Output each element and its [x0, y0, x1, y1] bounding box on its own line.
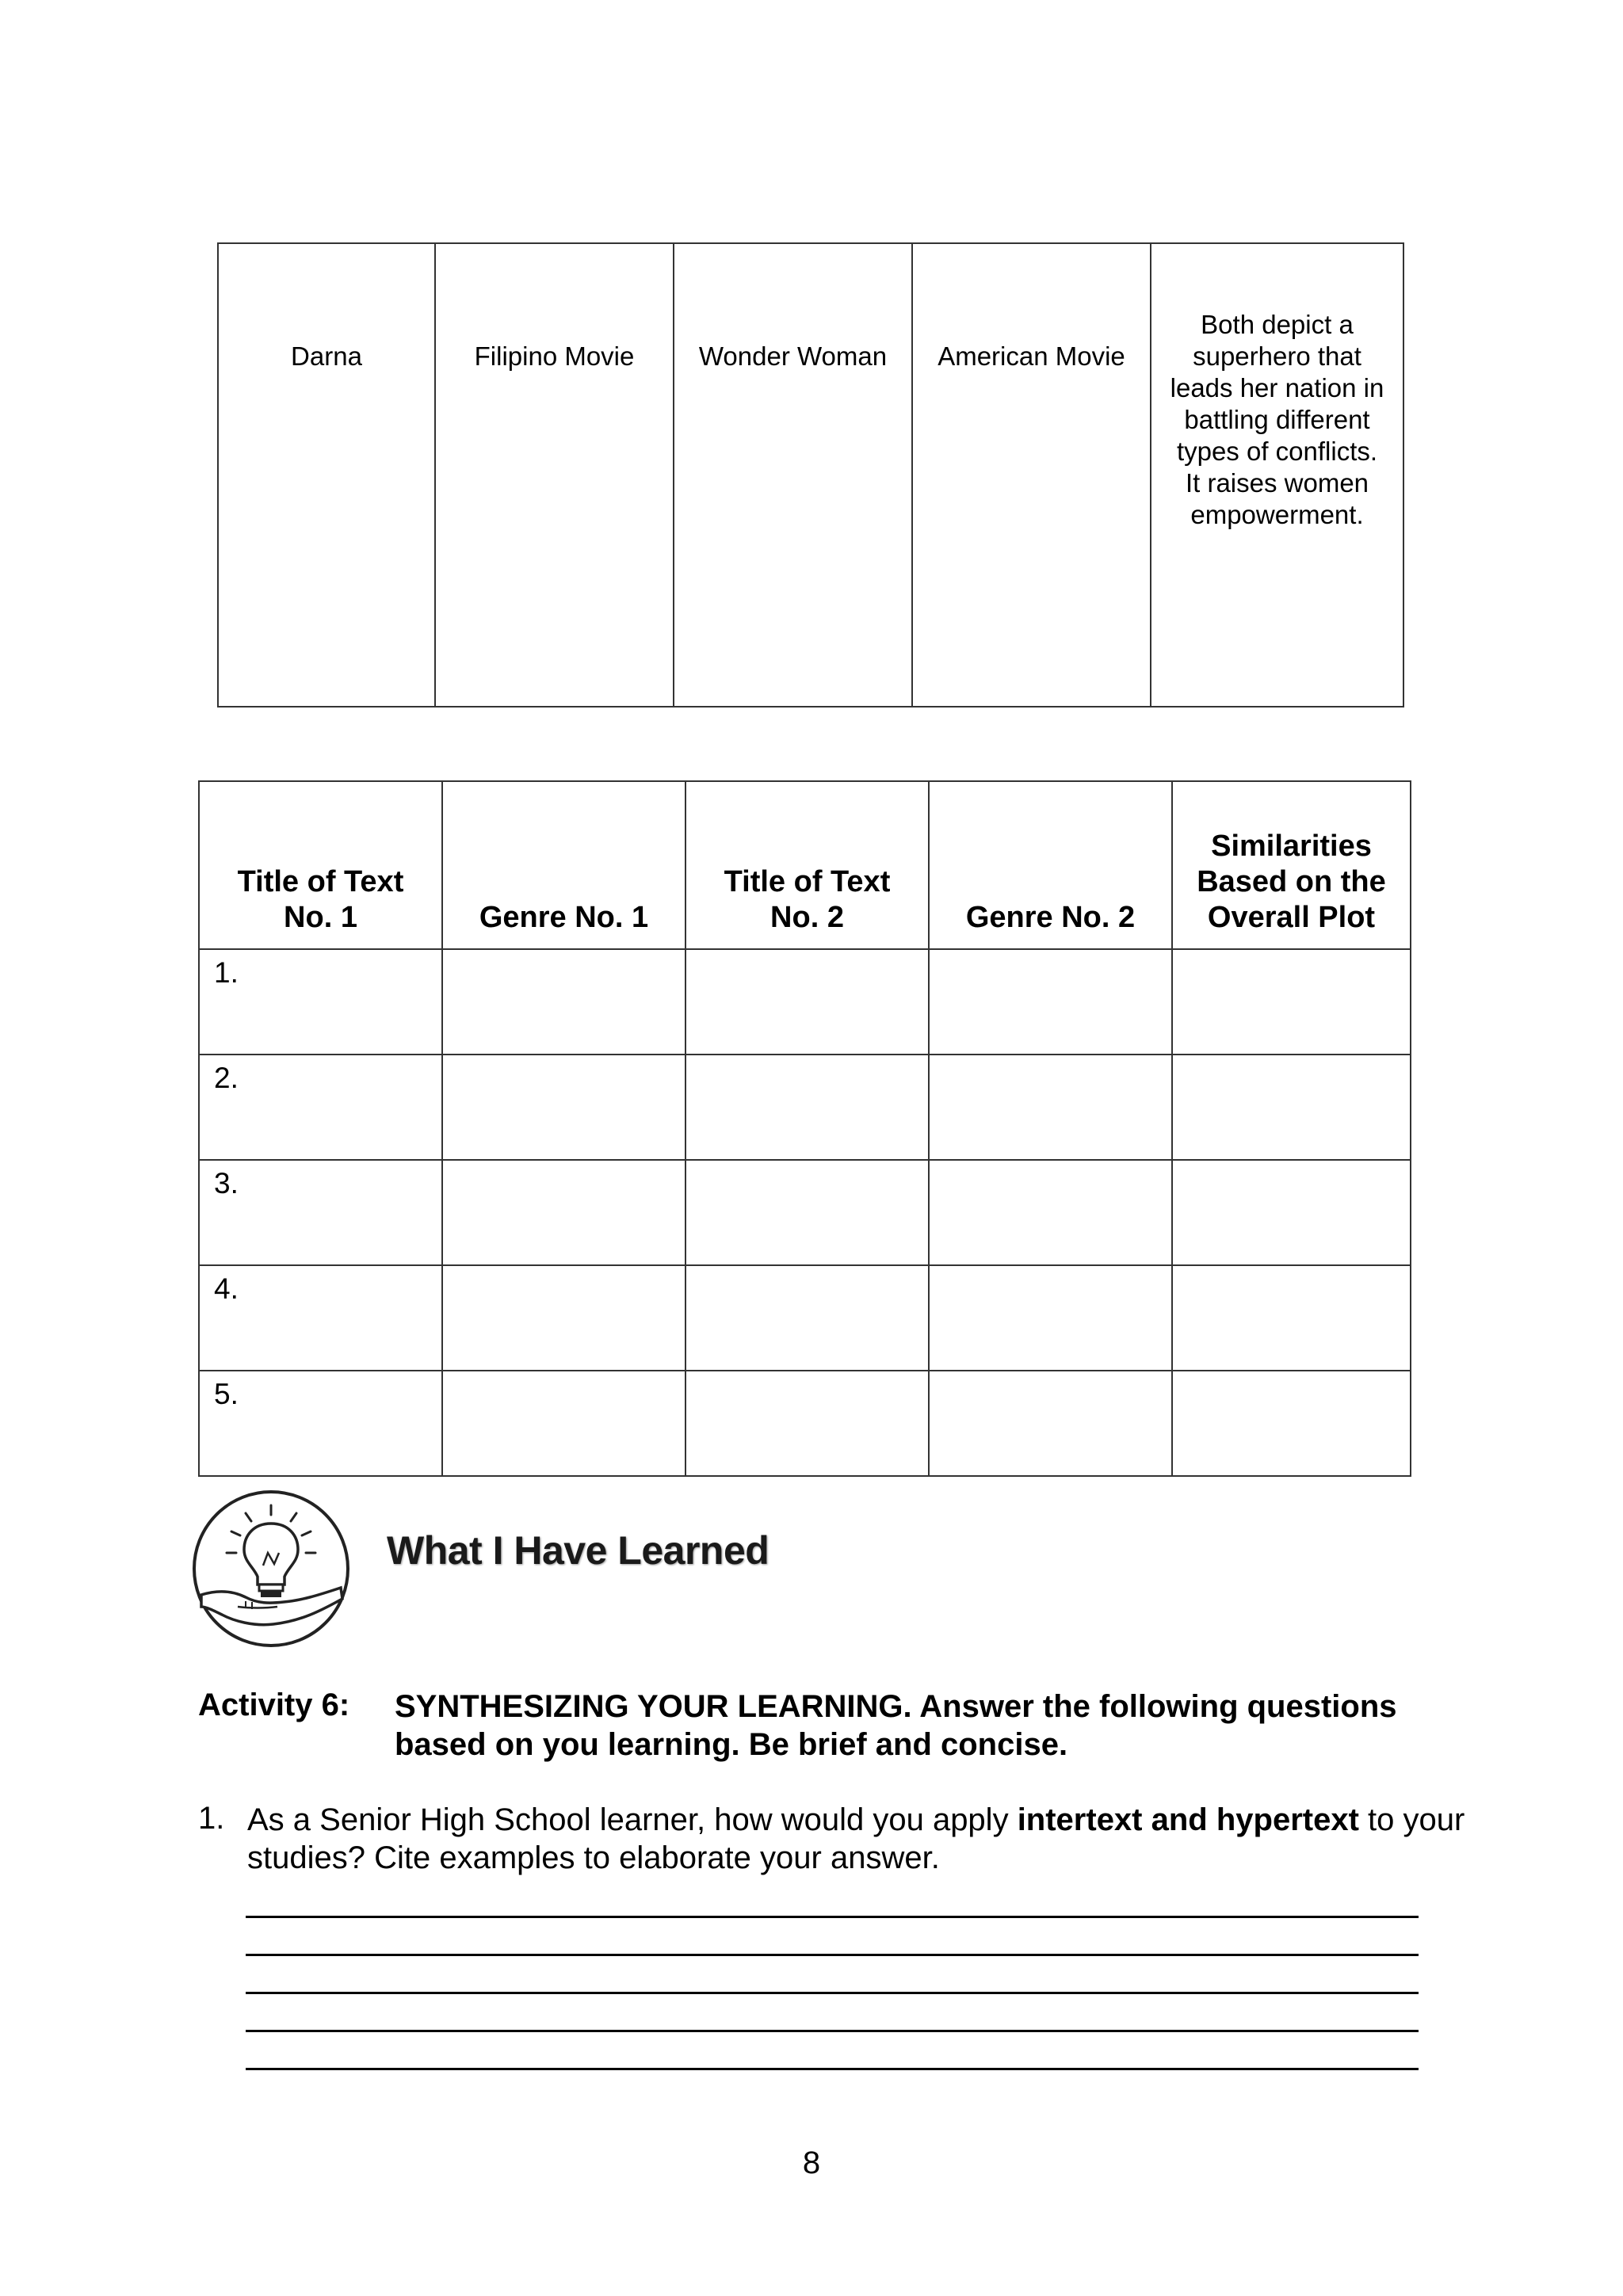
row-number: 2.: [199, 1055, 442, 1160]
header-similarities: Similarities Based on the Overall Plot: [1172, 781, 1411, 949]
answer-cell[interactable]: [685, 1371, 929, 1476]
answer-cell[interactable]: [929, 949, 1172, 1055]
table-row: [199, 949, 1411, 1055]
answer-cell[interactable]: [1172, 949, 1411, 1055]
answer-cell[interactable]: [929, 1371, 1172, 1476]
answer-cell[interactable]: [442, 1371, 685, 1476]
answer-cell[interactable]: [929, 1160, 1172, 1265]
example-title-2: Wonder Woman: [674, 243, 912, 707]
table-row: [218, 243, 1403, 707]
activity-instructions: SYNTHESIZING YOUR LEARNING. Answer the following questions based on you learning. Be brief and concise.: [395, 1689, 1397, 1762]
table-row: [199, 1055, 1411, 1160]
answer-line[interactable]: [246, 2068, 1419, 2070]
table-row: [199, 1265, 1411, 1371]
section-title: What I Have Learned: [387, 1528, 769, 1573]
row-number: 4.: [199, 1265, 442, 1371]
answer-cell[interactable]: [442, 1265, 685, 1371]
row-number: 1.: [199, 949, 442, 1055]
answer-table: [198, 780, 1411, 1477]
header-genre-2: Genre No. 2: [929, 781, 1172, 949]
header-genre-1: Genre No. 1: [442, 781, 685, 949]
answer-cell[interactable]: [442, 1160, 685, 1265]
header-title-2: Title of Text No. 2: [685, 781, 929, 949]
question-number: 1.: [198, 1801, 225, 1836]
answer-cell[interactable]: [1172, 1160, 1411, 1265]
answer-cell[interactable]: [442, 949, 685, 1055]
example-similarities: Both depict a superhero that leads her nation in battling different types of conflicts. It raises women empowerment.: [1151, 243, 1403, 707]
answer-cell[interactable]: [929, 1055, 1172, 1160]
answer-line[interactable]: [246, 1916, 1419, 1918]
answer-cell[interactable]: [685, 1055, 929, 1160]
row-number: 5.: [199, 1371, 442, 1476]
example-table: [217, 242, 1404, 707]
activity-label: Activity 6:: [198, 1688, 350, 1722]
lightbulb-in-hand-icon: [190, 1488, 353, 1650]
question-text-start: As a Senior High School learner, how would you apply: [247, 1802, 1018, 1837]
answer-line[interactable]: [246, 2030, 1419, 2032]
header-title-1: Title of Text No. 1: [199, 781, 442, 949]
answer-line[interactable]: [246, 1954, 1419, 1956]
question-text-end: to your studies? Cite examples to elaborate your answer.: [247, 1802, 1465, 1875]
answer-cell[interactable]: [685, 949, 929, 1055]
answer-cell[interactable]: [685, 1160, 929, 1265]
answer-cell[interactable]: [929, 1265, 1172, 1371]
table-row: [199, 1371, 1411, 1476]
row-number: 3.: [199, 1160, 442, 1265]
answer-cell[interactable]: [1172, 1265, 1411, 1371]
answer-cell[interactable]: [1172, 1371, 1411, 1476]
answer-line[interactable]: [246, 1992, 1419, 1994]
table-header-row: [199, 781, 1411, 949]
answer-cell[interactable]: [685, 1265, 929, 1371]
question-emphasis: intertext and hypertext: [1017, 1802, 1359, 1837]
answer-cell[interactable]: [1172, 1055, 1411, 1160]
answer-cell[interactable]: [442, 1055, 685, 1160]
example-genre-1: Filipino Movie: [435, 243, 674, 707]
table-row: [199, 1160, 1411, 1265]
question-text: [247, 1801, 1468, 1877]
example-genre-2: American Movie: [912, 243, 1151, 707]
page-number: 8: [802, 2145, 821, 2180]
example-title-1: Darna: [218, 243, 435, 707]
